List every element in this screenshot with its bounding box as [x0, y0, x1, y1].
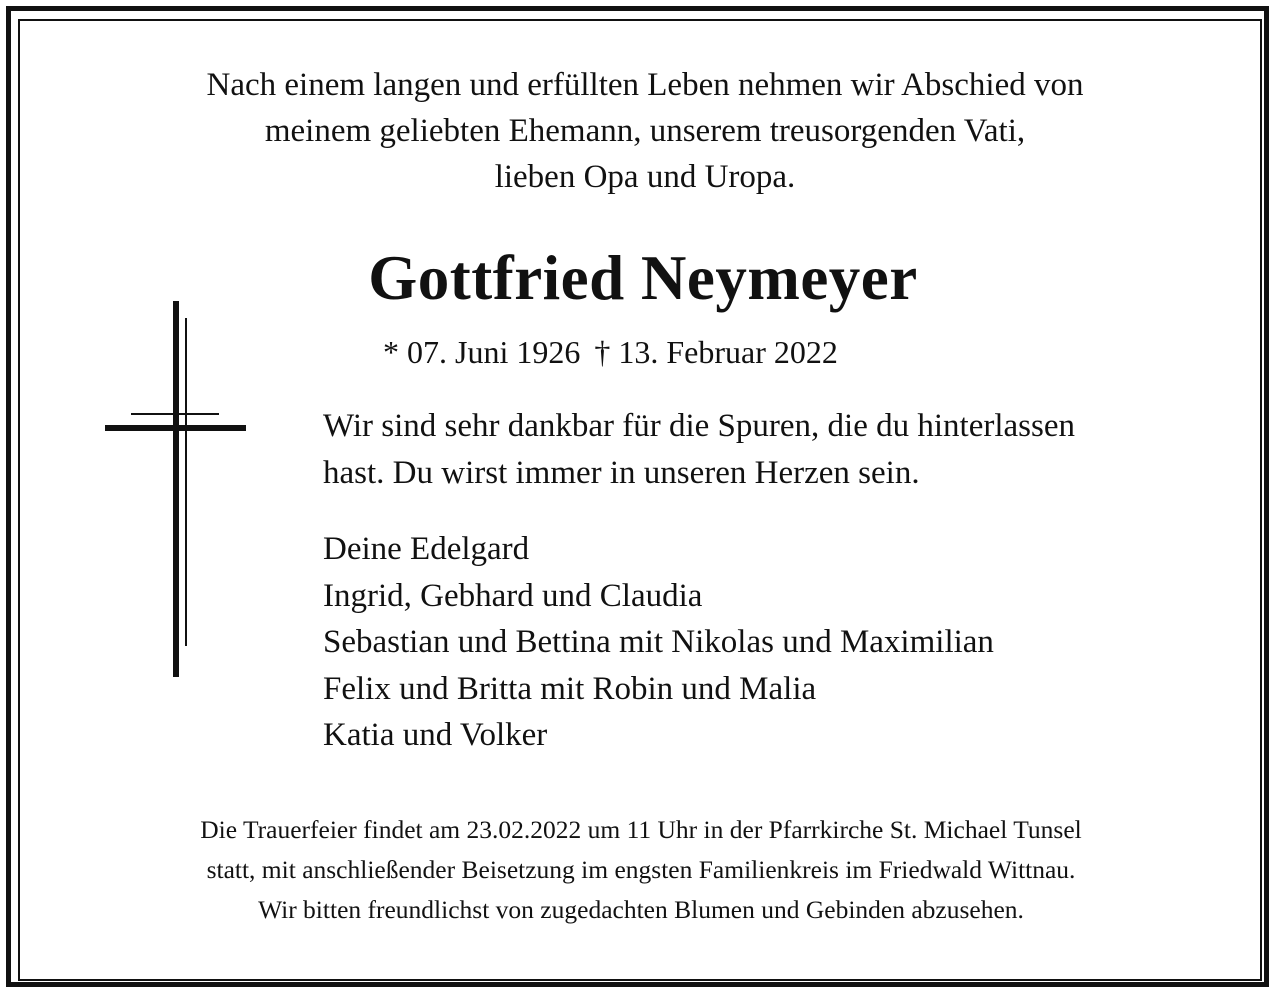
intro-line: lieben Opa und Uropa. — [494, 159, 796, 195]
family-line: Sebastian und Bettina mit Nikolas und Maximilian — [323, 624, 994, 660]
family-line: Deine Edelgard — [323, 531, 530, 567]
death-date: † 13. Februar 2022 — [594, 334, 838, 370]
message-line: Wir sind sehr dankbar für die Spuren, die du hinterlassen — [323, 408, 1075, 444]
intro-line: Nach einem langen und erfüllten Leben nehmen wir Abschied von — [206, 67, 1084, 103]
birth-date: * 07. Juni 1926 — [383, 334, 581, 370]
service-line: Wir bitten freundlichst von zugedachten Blumen und Gebinden abzusehen. — [258, 895, 1024, 924]
family-line: Ingrid, Gebhard und Claudia — [323, 577, 703, 614]
service-info — [0, 810, 1280, 930]
family-line: Felix und Britta mit Robin und Malia — [323, 670, 817, 707]
family-list — [323, 526, 994, 759]
deceased-name: Gottfried Neymeyer — [368, 243, 918, 313]
message-line: hast. Du wirst immer in unseren Herzen sein. — [323, 455, 920, 491]
life-dates — [383, 330, 838, 374]
service-line: Die Trauerfeier findet am 23.02.2022 um 11 Uhr in der Pfarrkirche St. Michael Tunsel — [200, 815, 1082, 844]
intro-text — [0, 62, 1280, 200]
family-line: Katia und Volker — [323, 717, 548, 753]
memorial-message — [323, 403, 1075, 497]
service-line: statt, mit anschließender Beisetzung im engsten Familienkreis im Friedwald Wittnau. — [206, 855, 1076, 884]
intro-line: meinem geliebten Ehemann, unserem treusorgenden Vati, — [264, 113, 1026, 149]
